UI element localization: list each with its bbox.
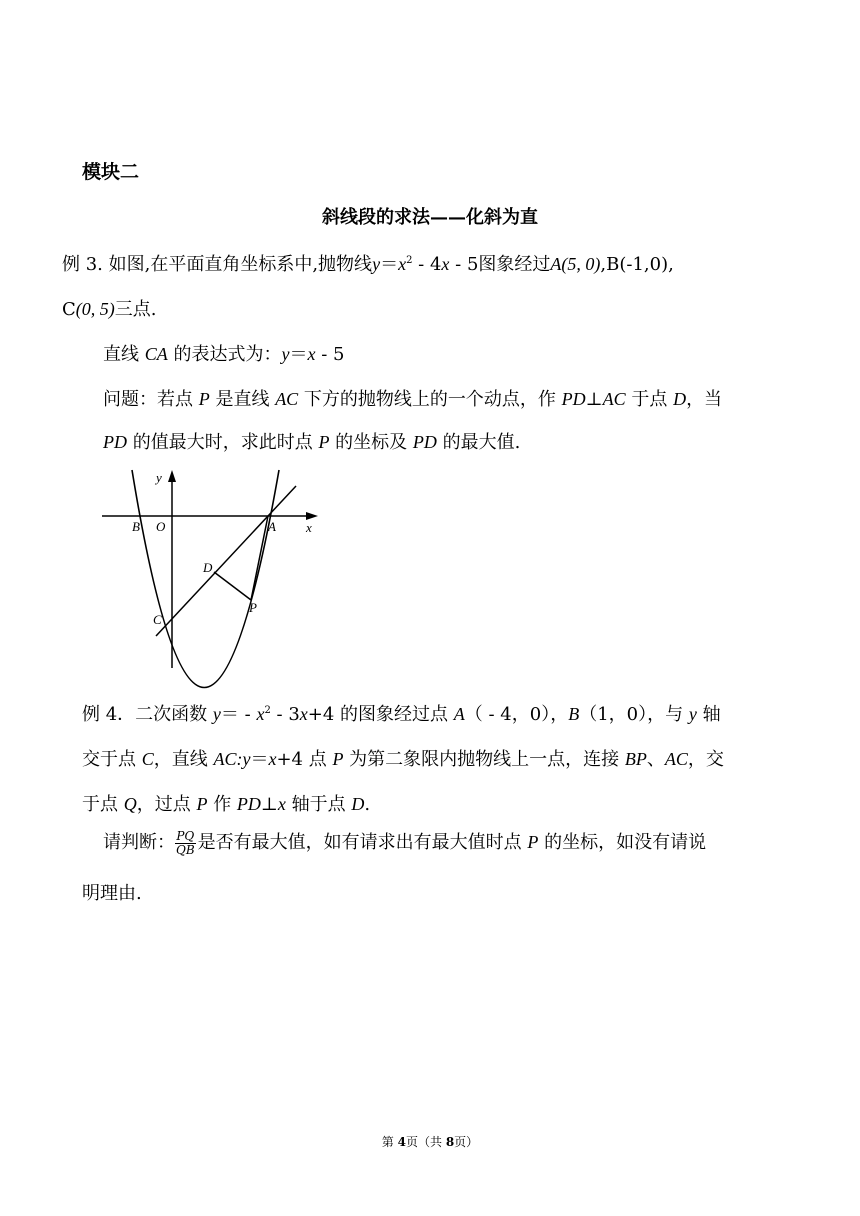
- example4-line3: [82, 790, 370, 816]
- text: 的表达式为：: [167, 344, 282, 365]
- example3-line3: [103, 340, 344, 366]
- text: 轴: [696, 704, 721, 725]
- text: ，过点: [136, 794, 197, 815]
- section-title: 斜线段的求法——化斜为直: [322, 207, 538, 228]
- line-ac: AC: [275, 389, 299, 409]
- var-x: x: [277, 794, 286, 814]
- text: 请判断：: [103, 832, 175, 853]
- text: ＝: [250, 749, 269, 770]
- footer-text: 页）: [454, 1135, 479, 1149]
- var-y: y: [372, 254, 381, 274]
- point-d: D: [673, 389, 687, 409]
- var-x: x: [398, 254, 407, 274]
- segment-pd: PD: [561, 389, 586, 409]
- text: 的坐标，如没有请说: [538, 832, 707, 853]
- label-c: C: [153, 612, 162, 627]
- perp-symbol: ⊥: [585, 389, 603, 410]
- text: 、: [646, 749, 665, 770]
- text: 下方的抛物线上的一个动点，作: [298, 389, 562, 410]
- exponent: 2: [406, 255, 413, 266]
- var-x: x: [307, 344, 316, 364]
- var-y: y: [281, 344, 290, 364]
- text: 的坐标及: [329, 432, 413, 453]
- label-b: B: [132, 519, 140, 534]
- text: ＝: [380, 254, 399, 275]
- text: ,B(-1,0),: [600, 254, 674, 275]
- footer-text: 第: [381, 1135, 398, 1149]
- segment-ap: [251, 516, 268, 600]
- line-ac: AC: [664, 749, 688, 769]
- segment-pd: PD: [412, 432, 437, 452]
- text: （ - 4，0），: [464, 704, 569, 725]
- point-p: P: [318, 432, 330, 452]
- label-x: x: [306, 520, 312, 535]
- page-footer: [0, 1133, 860, 1150]
- point-p: P: [332, 749, 344, 769]
- page-number: 4: [397, 1135, 406, 1149]
- exponent: 2: [264, 705, 271, 716]
- segment-bp: BP: [624, 749, 647, 769]
- text: 例 4．二次函数: [82, 704, 213, 725]
- point-c: C: [141, 749, 154, 769]
- fraction-numerator: PQ: [176, 828, 195, 843]
- text: 例 3. 如图,在平面直角坐标系中,抛物线: [62, 254, 373, 275]
- text: - 4: [412, 254, 442, 275]
- label-o: O: [156, 519, 166, 534]
- label-a: A: [268, 519, 276, 534]
- label-y: y: [156, 470, 162, 485]
- example4-line2: [82, 745, 724, 771]
- text: （1，0），与: [579, 704, 689, 725]
- text: C: [62, 299, 76, 320]
- segment-pd: [214, 572, 251, 600]
- var-x: x: [256, 704, 265, 724]
- example3-line4: [103, 385, 722, 411]
- text: 明理由.: [82, 883, 142, 904]
- text: ，直线: [153, 749, 214, 770]
- text: 于点: [625, 389, 674, 410]
- segment-pd: PD: [103, 432, 127, 452]
- parabola-curve: [132, 470, 279, 688]
- var-y: y: [212, 704, 221, 724]
- text: - 5: [315, 344, 345, 365]
- label-d: D: [203, 560, 213, 575]
- parabola-figure: [98, 465, 328, 690]
- point-b: B: [568, 704, 580, 724]
- text: 的最大值.: [436, 432, 521, 453]
- text: 交于点: [82, 749, 142, 770]
- point-p: P: [198, 389, 210, 409]
- text: ，交: [687, 749, 724, 770]
- text: 作: [207, 794, 237, 815]
- module-title: 模块二: [82, 161, 140, 183]
- text: 问题：若点: [103, 389, 199, 410]
- var-x: x: [441, 254, 450, 274]
- x-axis-arrow-icon: [306, 512, 318, 520]
- fraction-denominator: QB: [176, 842, 195, 857]
- point-d: D: [351, 794, 365, 814]
- footer-text: 页（共: [405, 1135, 446, 1149]
- line-ca: CA: [144, 344, 168, 364]
- text: 直线: [103, 344, 145, 365]
- text: 是直线: [209, 389, 276, 410]
- var-y: y: [688, 704, 697, 724]
- line-ac: AC: [602, 389, 626, 409]
- line-ca: [156, 486, 296, 636]
- line-ac-eq: AC:y: [213, 749, 251, 769]
- text: - 3: [270, 704, 300, 725]
- point-p: P: [196, 794, 208, 814]
- fraction-pq-qb: [175, 830, 196, 857]
- point-q: Q: [123, 794, 137, 814]
- perp-symbol: ⊥: [260, 794, 278, 815]
- text: 轴于点: [285, 794, 352, 815]
- point-a: A: [453, 704, 465, 724]
- example4-line5: [82, 879, 142, 905]
- text: ＝ -: [220, 704, 257, 725]
- text: ＝: [289, 344, 308, 365]
- example3-line2: [62, 295, 157, 321]
- text: 为第二象限内抛物线上一点，连接: [343, 749, 625, 770]
- example3-line5: [103, 428, 520, 454]
- text: 三点.: [114, 299, 157, 320]
- point-p: P: [527, 832, 539, 852]
- text: +4 点: [276, 749, 333, 770]
- text: - 5图象经过: [449, 254, 551, 275]
- segment-pd: PD: [236, 794, 261, 814]
- var-x: x: [268, 749, 277, 769]
- example4-line4: [103, 828, 706, 857]
- point-a: A(5, 0): [550, 254, 601, 274]
- text: 的值最大时，求此时点: [127, 432, 319, 453]
- example4-line1: [82, 700, 721, 726]
- y-axis-arrow-icon: [168, 470, 176, 482]
- text: +4 的图象经过点: [307, 704, 454, 725]
- text: .: [364, 794, 371, 815]
- point-c-coords: (0, 5): [75, 299, 115, 319]
- text: 于点: [82, 794, 124, 815]
- text: 是否有最大值，如有请求出有最大值时点: [197, 832, 528, 853]
- var-x: x: [299, 704, 308, 724]
- total-pages: 8: [445, 1135, 455, 1149]
- text: ，当: [686, 389, 723, 410]
- example3-line1: [62, 250, 674, 276]
- label-p: P: [249, 600, 257, 615]
